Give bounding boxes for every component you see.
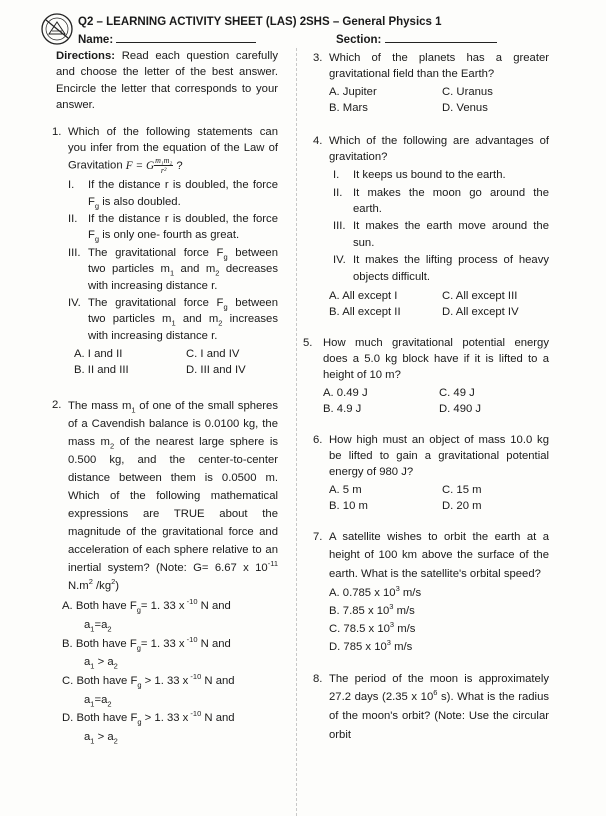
statement-text: between two particles m	[88, 296, 278, 326]
statement-item	[333, 167, 549, 183]
school-logo-icon	[40, 12, 74, 46]
text: The period of the moon is approximately 27.2 days (2.35 x 10	[329, 672, 549, 704]
right-column	[303, 50, 549, 753]
superscript: 2	[111, 577, 116, 587]
option-c[interactable]: C. All except III	[442, 289, 518, 302]
directions-label: Directions:	[56, 50, 116, 62]
question-text: A satellite wishes to orbit the earth at a height of 100 km above the surface of the earth. What is the satellite's orbital speed?	[329, 531, 549, 580]
option-a[interactable]	[329, 584, 549, 602]
option-d[interactable]: D. III and IV	[186, 364, 246, 377]
option-c-relation	[62, 691, 278, 710]
subscript: 1	[90, 698, 95, 708]
option-text: > a	[94, 730, 114, 743]
statement-text: and m	[174, 263, 216, 276]
text: of one of the small spheres of a Cavendish balance is 0.0100 kg, the mass m	[68, 399, 278, 448]
superscript: 3	[389, 601, 394, 611]
superscript: 3	[389, 619, 395, 629]
sheet-header	[42, 12, 598, 46]
section-field[interactable]	[385, 31, 497, 43]
option-text: m/s	[390, 640, 413, 653]
option-text: = 1. 33 x	[140, 637, 185, 650]
option-d[interactable]: D. Venus	[442, 102, 488, 115]
option-a[interactable]	[62, 597, 278, 616]
subscript: 1	[90, 736, 95, 746]
superscript: -10	[184, 634, 198, 644]
statement-text: It makes the earth move around the sun.	[353, 220, 549, 249]
statement-list	[68, 177, 278, 344]
option-text: N and	[197, 600, 231, 613]
statement-item	[333, 252, 549, 285]
option-letter: D.	[62, 712, 74, 725]
subscript: 1	[169, 268, 175, 278]
statement-text: is also doubled.	[99, 195, 181, 208]
subscript: 2	[113, 736, 118, 746]
statement-number: III.	[333, 220, 346, 233]
statement-number: II.	[333, 186, 343, 199]
statement-text: The gravitational force F	[88, 296, 224, 309]
option-letter: C.	[62, 674, 74, 687]
option-a[interactable]: A. I and II	[74, 348, 123, 360]
option-text: > 1. 33 x	[141, 712, 189, 725]
gravitation-formula	[125, 156, 183, 176]
name-row	[78, 31, 306, 49]
statement-text: It keeps us bound to the earth.	[353, 169, 506, 182]
option-a[interactable]: A. 5 m	[329, 483, 362, 496]
option-c[interactable]	[62, 672, 278, 691]
superscript: 6	[433, 688, 438, 698]
subscript: g	[137, 680, 142, 690]
name-label: Name:	[78, 34, 114, 46]
subscript: g	[94, 200, 100, 210]
subscript: g	[137, 717, 142, 727]
superscript: -10	[188, 709, 202, 719]
option-text: N and	[201, 712, 235, 725]
option-text: C. 78.5 x 10	[329, 622, 390, 635]
question-text	[329, 670, 549, 745]
answer-options	[329, 584, 549, 656]
statement-number: III.	[68, 246, 81, 259]
statement-list	[333, 167, 549, 285]
subscript: g	[223, 252, 228, 261]
option-d-relation	[62, 728, 278, 747]
option-text: B. 7.85 x 10	[329, 604, 390, 617]
option-b-relation	[62, 653, 278, 672]
question-number: 6.	[313, 433, 323, 446]
subscript: g	[94, 234, 100, 244]
statement-text: If the distance r is doubled, the force F	[88, 213, 278, 242]
option-text: D. 785 x 10	[329, 640, 387, 653]
answer-options	[62, 597, 278, 746]
option-b[interactable]: B. All except II	[329, 306, 401, 319]
answer-options	[329, 288, 549, 321]
statement-text: increases with increasing distance r.	[88, 313, 278, 342]
superscript: 2	[88, 577, 93, 587]
question-7	[313, 528, 549, 655]
superscript: 3	[395, 583, 400, 593]
option-text: a	[84, 693, 91, 706]
superscript: 3	[386, 637, 391, 647]
option-b[interactable]: B. 10 m	[329, 500, 368, 512]
statement-number: I.	[333, 169, 340, 182]
option-b[interactable]	[62, 635, 278, 654]
option-text: Both have F	[76, 712, 138, 725]
option-text: N and	[197, 637, 231, 650]
question-text	[68, 397, 278, 596]
subscript: 1	[171, 318, 176, 328]
question-1-text: Which of the following statements can you infer from the equation of the Law of Gravitation	[68, 125, 278, 172]
statement-number: IV.	[68, 296, 81, 309]
option-text: =a	[94, 693, 108, 706]
question-6	[313, 432, 549, 515]
subscript: 1	[131, 405, 136, 414]
statement-item	[68, 211, 278, 244]
answer-options	[323, 385, 549, 418]
option-text: > 1. 33 x	[141, 674, 189, 687]
option-a[interactable]: A. Jupiter	[329, 85, 377, 98]
answer-options	[329, 482, 549, 515]
superscript: -10	[188, 672, 202, 682]
text: /kg	[92, 580, 112, 593]
left-column	[52, 48, 278, 755]
text: N.m	[68, 580, 89, 593]
statement-number: IV.	[333, 254, 346, 267]
formula-denominator: r²	[160, 166, 167, 176]
question-1	[52, 124, 278, 379]
name-field[interactable]	[116, 31, 256, 43]
question-text	[68, 124, 278, 176]
subscript: g	[136, 642, 141, 652]
option-c[interactable]: C. I and IV	[186, 348, 240, 360]
section-label: Section:	[336, 34, 382, 46]
option-text: Both have F	[76, 674, 138, 687]
option-b[interactable]: B. 4.9 J	[323, 403, 362, 416]
formula-end: ?	[176, 159, 183, 172]
statement-text: between two particles m	[88, 246, 278, 276]
sheet-title: Q2 – LEARNING ACTIVITY SHEET (LAS) 2	[78, 16, 307, 28]
question-4	[313, 133, 549, 321]
option-a[interactable]: A. All except I	[329, 289, 398, 302]
option-letter: A.	[62, 600, 73, 613]
superscript: -11	[267, 559, 278, 569]
answer-options	[74, 346, 278, 379]
question-number: 8.	[313, 672, 323, 685]
statement-text: is only one- fourth as great.	[99, 229, 240, 242]
option-text: m/s	[393, 604, 415, 617]
option-text: A. 0.785 x 10	[329, 586, 396, 599]
subscript: 2	[109, 441, 115, 451]
text: of the nearest large sphere is 0.500 kg, and the center-to-center distance between them is 0.0500 m. Which of the following mathematical expressions are TRUE about the magnitude of the gravitational force and acceleration of each sphere relative to an inertial system? (Note: G= 6.67 x 10	[68, 435, 278, 575]
statement-item	[68, 177, 278, 210]
subscript: 2	[107, 624, 112, 634]
subject-title: SHS – General Physics 1	[306, 16, 442, 28]
option-d[interactable]	[62, 709, 278, 728]
statement-number: II.	[68, 213, 78, 225]
question-3	[313, 50, 549, 117]
option-c[interactable]	[329, 620, 549, 638]
question-text: How much gravitational potential energy does a 5.0 kg block have if it is lifted to a height of 10 m?	[323, 336, 549, 382]
question-number: 2.	[52, 398, 62, 411]
statement-text: decreases with increasing distance r.	[88, 263, 278, 292]
option-d[interactable]: D. 20 m	[442, 500, 482, 512]
directions-text: Read each question carefully and choose the letter of the best answer. Encircle the letter that corresponds to your answer.	[56, 50, 278, 112]
option-text: = 1. 33 x	[140, 600, 185, 613]
option-text: a	[84, 619, 91, 632]
option-text: Both have F	[75, 600, 137, 613]
formula-numerator: m₁m₂	[155, 156, 173, 166]
directions	[56, 48, 278, 114]
subscript: 2	[107, 698, 112, 708]
statement-item	[333, 218, 549, 251]
option-a-relation	[62, 616, 278, 635]
column-divider	[296, 48, 297, 816]
section-row	[306, 31, 497, 49]
subscript: 1	[90, 661, 95, 671]
question-5	[303, 335, 549, 418]
statement-item	[333, 185, 549, 218]
option-letter: B.	[62, 637, 73, 650]
statement-text: It makes the lifting process of heavy objects difficult.	[353, 254, 549, 283]
subscript: g	[223, 302, 228, 312]
subscript: 2	[215, 268, 220, 278]
option-text: a	[84, 730, 91, 743]
question-number: 1.	[52, 125, 62, 138]
statement-item	[68, 245, 278, 294]
formula-fraction	[154, 156, 173, 175]
text: )	[115, 580, 120, 593]
option-text: Both have F	[75, 637, 137, 650]
option-text: =a	[94, 619, 108, 632]
option-b[interactable]: B. II and III	[74, 364, 129, 377]
question-number: 3.	[313, 52, 323, 64]
question-text: Which of the planets has a greater gravitational field than the Earth?	[329, 52, 549, 81]
statement-text: and m	[175, 313, 219, 326]
option-b[interactable]: B. Mars	[329, 102, 368, 115]
statement-text: If the distance r is doubled, the force F	[88, 179, 278, 208]
option-text: m/s	[399, 586, 422, 599]
statement-text: It makes the moon go around the earth.	[353, 186, 549, 215]
subscript: 2	[218, 318, 223, 328]
text: s). What is the radius of the moon's orbit? (Note: Use the circular orbit	[329, 691, 549, 741]
statement-item	[68, 295, 278, 344]
option-text: N and	[201, 674, 235, 687]
question-number: 7.	[313, 531, 323, 544]
question-text: How high must an object of mass 10.0 kg be lifted to gain a gravitational potential energy of 980 J?	[329, 433, 549, 479]
formula-lhs: F = G	[125, 159, 155, 172]
question-number: 5.	[303, 336, 313, 349]
subscript: 1	[90, 624, 95, 634]
statement-number: I.	[68, 179, 75, 192]
option-text: m/s	[394, 622, 416, 635]
question-number: 4.	[313, 134, 323, 147]
question-text: Which of the following are advantages of gravitation?	[329, 134, 549, 163]
superscript: -10	[184, 597, 198, 607]
header-left	[78, 14, 306, 49]
option-text: a	[84, 656, 91, 669]
option-d[interactable]: D. All except IV	[442, 306, 519, 319]
option-b[interactable]	[329, 602, 549, 620]
subscript: 2	[113, 661, 118, 671]
option-c[interactable]: C. Uranus	[442, 85, 493, 98]
option-a[interactable]: A. 0.49 J	[323, 386, 368, 399]
question-2	[52, 397, 278, 747]
option-text: > a	[94, 656, 114, 669]
text: The mass m	[68, 399, 132, 412]
answer-options	[329, 84, 549, 117]
statement-text: The gravitational force F	[88, 246, 224, 259]
option-d[interactable]	[329, 638, 549, 656]
option-d[interactable]: D. 490 J	[439, 403, 482, 416]
option-c[interactable]: C. 15 m	[442, 483, 482, 496]
option-c[interactable]: C. 49 J	[439, 386, 475, 399]
subscript: g	[136, 605, 141, 615]
header-right	[306, 14, 497, 49]
question-8	[313, 670, 549, 745]
